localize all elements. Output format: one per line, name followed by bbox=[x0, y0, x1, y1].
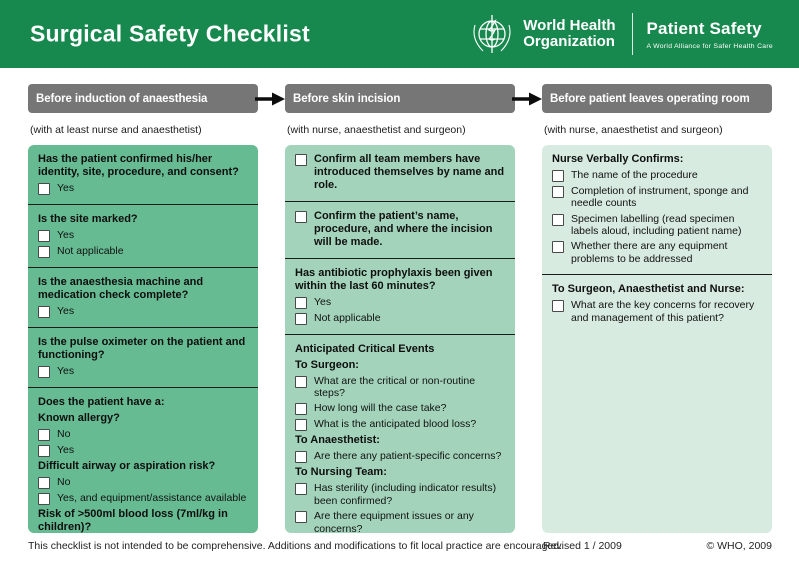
checkbox-item[interactable] bbox=[295, 418, 505, 431]
question-label: Is the anaesthesia machine and medication check complete? bbox=[38, 275, 204, 301]
question-label: Risk of >500ml blood loss (7ml/kg in children)? bbox=[38, 507, 228, 533]
checklist-section bbox=[28, 204, 258, 267]
column-subtitle: (with nurse, anaesthetist and surgeon) bbox=[287, 124, 466, 136]
checkbox-icon[interactable] bbox=[295, 483, 307, 495]
checkbox-icon[interactable] bbox=[295, 211, 307, 223]
checkbox-label: The name of the procedure bbox=[571, 168, 698, 181]
column-subtitle: (with at least nurse and anaesthetist) bbox=[30, 124, 202, 136]
checkbox-label: Specimen labelling (read specimen labels aloud, including patient name) bbox=[571, 212, 742, 238]
checkbox-icon[interactable] bbox=[295, 419, 307, 431]
arrow-right-icon bbox=[255, 92, 285, 106]
patient-safety-block bbox=[647, 19, 774, 50]
patient-safety-title: Patient Safety bbox=[646, 18, 762, 38]
checklist-column-3 bbox=[542, 84, 772, 533]
column-subtitle: (with nurse, anaesthetist and surgeon) bbox=[544, 124, 723, 136]
checklist-section bbox=[28, 327, 258, 387]
checkbox-icon[interactable] bbox=[295, 511, 307, 523]
question-label: Is the pulse oximeter on the patient and functioning? bbox=[38, 335, 246, 361]
checkbox-icon[interactable] bbox=[552, 186, 564, 198]
checkbox-icon[interactable] bbox=[552, 170, 564, 182]
checkbox-label: Are there equipment issues or any concerns? bbox=[314, 510, 474, 533]
question-label: Nurse Verbally Confirms: bbox=[552, 153, 684, 165]
question-label: Has antibiotic prophylaxis been given within the last 60 minutes? bbox=[295, 266, 493, 292]
footer-revised: Revised 1 / 2009 bbox=[543, 540, 622, 552]
checkbox-label: Yes bbox=[57, 304, 75, 317]
column-header-before-skin-incision: Before skin incision bbox=[285, 84, 515, 113]
checkbox-icon[interactable] bbox=[38, 306, 50, 318]
checkbox-item[interactable] bbox=[295, 312, 505, 325]
checklist-section bbox=[285, 334, 515, 533]
who-wordmark: World Health Organization bbox=[523, 17, 616, 50]
checklist-section bbox=[542, 274, 772, 333]
checkbox-item[interactable] bbox=[38, 444, 248, 457]
checklist-section bbox=[285, 201, 515, 258]
checkbox-item[interactable] bbox=[295, 210, 505, 249]
checkbox-label: What are the key concerns for recovery and management of this patient? bbox=[571, 299, 755, 324]
footer bbox=[0, 540, 799, 560]
checkbox-icon[interactable] bbox=[38, 477, 50, 489]
question-label: To Nursing Team: bbox=[295, 466, 387, 479]
checklist-columns bbox=[28, 84, 772, 533]
checkbox-item[interactable] bbox=[552, 299, 762, 324]
checklist-panel bbox=[285, 145, 515, 533]
checkbox-icon[interactable] bbox=[38, 445, 50, 457]
checkbox-item[interactable] bbox=[38, 492, 248, 505]
checkbox-icon[interactable] bbox=[552, 241, 564, 253]
checkbox-item[interactable] bbox=[552, 240, 762, 265]
checkbox-label: Yes bbox=[57, 181, 75, 194]
checkbox-item[interactable] bbox=[295, 375, 505, 400]
checkbox-label: Confirm all team members have introduced themselves by name and role. bbox=[314, 153, 505, 191]
checkbox-icon[interactable] bbox=[295, 451, 307, 463]
question-label: To Anaesthetist: bbox=[295, 434, 380, 447]
checkbox-item[interactable] bbox=[295, 296, 505, 309]
checkbox-item[interactable] bbox=[295, 482, 505, 507]
checkbox-item[interactable] bbox=[38, 245, 248, 258]
checkbox-label: Not applicable bbox=[57, 244, 124, 257]
checkbox-label: No bbox=[57, 427, 71, 440]
top-banner bbox=[0, 0, 799, 68]
checkbox-item[interactable] bbox=[38, 305, 248, 318]
checkbox-icon[interactable] bbox=[295, 313, 307, 325]
column-header-before-patient-leaves-operating-room: Before patient leaves operating room bbox=[542, 84, 772, 113]
question-label: Has the patient confirmed his/her identity, site, procedure, and consent? bbox=[38, 153, 239, 178]
checkbox-item[interactable] bbox=[38, 365, 248, 378]
checkbox-item[interactable] bbox=[38, 428, 248, 441]
checkbox-label: Yes bbox=[57, 364, 75, 377]
checkbox-label: How long will the case take? bbox=[314, 402, 447, 415]
checkbox-icon[interactable] bbox=[38, 230, 50, 242]
checkbox-item[interactable] bbox=[38, 476, 248, 489]
checkbox-label: Completion of instrument, sponge and needle counts bbox=[571, 184, 749, 210]
question-label: Is the site marked? bbox=[38, 212, 138, 225]
checkbox-icon[interactable] bbox=[295, 154, 307, 166]
checkbox-item[interactable] bbox=[295, 450, 505, 463]
checklist-panel bbox=[28, 145, 258, 533]
checkbox-label: Are there any patient-specific concerns? bbox=[314, 450, 502, 463]
checkbox-item[interactable] bbox=[38, 182, 248, 195]
column-header-before-induction-of-anaesthesia: Before induction of anaesthesia bbox=[28, 84, 258, 113]
checkbox-icon[interactable] bbox=[295, 297, 307, 309]
checkbox-item[interactable] bbox=[38, 229, 248, 242]
checkbox-item[interactable] bbox=[295, 510, 505, 533]
arrow-right-icon bbox=[512, 92, 542, 106]
question-label: To Surgeon: bbox=[295, 358, 359, 371]
checkbox-label: Has sterility (including indicator results) been confirmed? bbox=[314, 482, 497, 507]
question-label: Known allergy? bbox=[38, 411, 120, 424]
who-emblem-icon bbox=[469, 11, 515, 57]
checkbox-label: What are the critical or non-routine steps? bbox=[314, 374, 476, 400]
checklist-section bbox=[28, 267, 258, 327]
checkbox-icon[interactable] bbox=[295, 376, 307, 388]
checklist-section bbox=[28, 387, 258, 533]
checklist-section bbox=[285, 258, 515, 334]
question-label: Anticipated Critical Events bbox=[295, 342, 435, 355]
banner-divider bbox=[632, 13, 633, 55]
checkbox-item[interactable] bbox=[295, 402, 505, 415]
who-logo bbox=[469, 11, 615, 57]
checkbox-label: Yes bbox=[57, 228, 75, 241]
checkbox-label: Confirm the patient’s name, procedure, and where the incision will be made. bbox=[314, 209, 493, 248]
page-title: Surgical Safety Checklist bbox=[30, 20, 310, 47]
checkbox-label: No bbox=[57, 475, 71, 488]
checklist-section bbox=[285, 145, 515, 201]
checkbox-label: Yes bbox=[314, 295, 332, 308]
footer-note: This checklist is not intended to be comprehensive. Additions and modifications to fit local practice are encouraged. bbox=[28, 540, 563, 552]
checkbox-label: Whether there are any equipment problems to be addressed bbox=[571, 240, 728, 265]
checklist-column-1 bbox=[28, 84, 258, 533]
banner-logos bbox=[469, 0, 773, 68]
checkbox-item[interactable] bbox=[295, 153, 505, 192]
question-label: To Surgeon, Anaesthetist and Nurse: bbox=[552, 283, 745, 296]
checkbox-item[interactable] bbox=[552, 169, 762, 182]
checklist-section bbox=[542, 145, 772, 274]
checkbox-icon[interactable] bbox=[552, 214, 564, 226]
checkbox-icon[interactable] bbox=[38, 246, 50, 258]
checkbox-label: Yes, and equipment/assistance available bbox=[57, 491, 247, 504]
checkbox-icon[interactable] bbox=[38, 429, 50, 441]
checkbox-item[interactable] bbox=[552, 213, 762, 238]
question-label: Does the patient have a: bbox=[38, 395, 165, 408]
checkbox-label: Yes bbox=[57, 443, 75, 456]
checklist-panel bbox=[542, 145, 772, 533]
checklist-column-2 bbox=[285, 84, 515, 533]
footer-copyright: © WHO, 2009 bbox=[706, 540, 772, 552]
question-label: Difficult airway or aspiration risk? bbox=[38, 459, 216, 472]
checkbox-item[interactable] bbox=[552, 185, 762, 210]
checkbox-label: Not applicable bbox=[314, 311, 381, 324]
checkbox-icon[interactable] bbox=[38, 493, 50, 505]
checkbox-icon[interactable] bbox=[38, 366, 50, 378]
checklist-section bbox=[28, 145, 258, 204]
patient-safety-tagline: A World Alliance for Safer Health Care bbox=[646, 42, 773, 50]
checkbox-label: What is the anticipated blood loss? bbox=[314, 418, 477, 431]
checkbox-icon[interactable] bbox=[552, 300, 564, 312]
checkbox-icon[interactable] bbox=[295, 403, 307, 415]
checkbox-icon[interactable] bbox=[38, 183, 50, 195]
